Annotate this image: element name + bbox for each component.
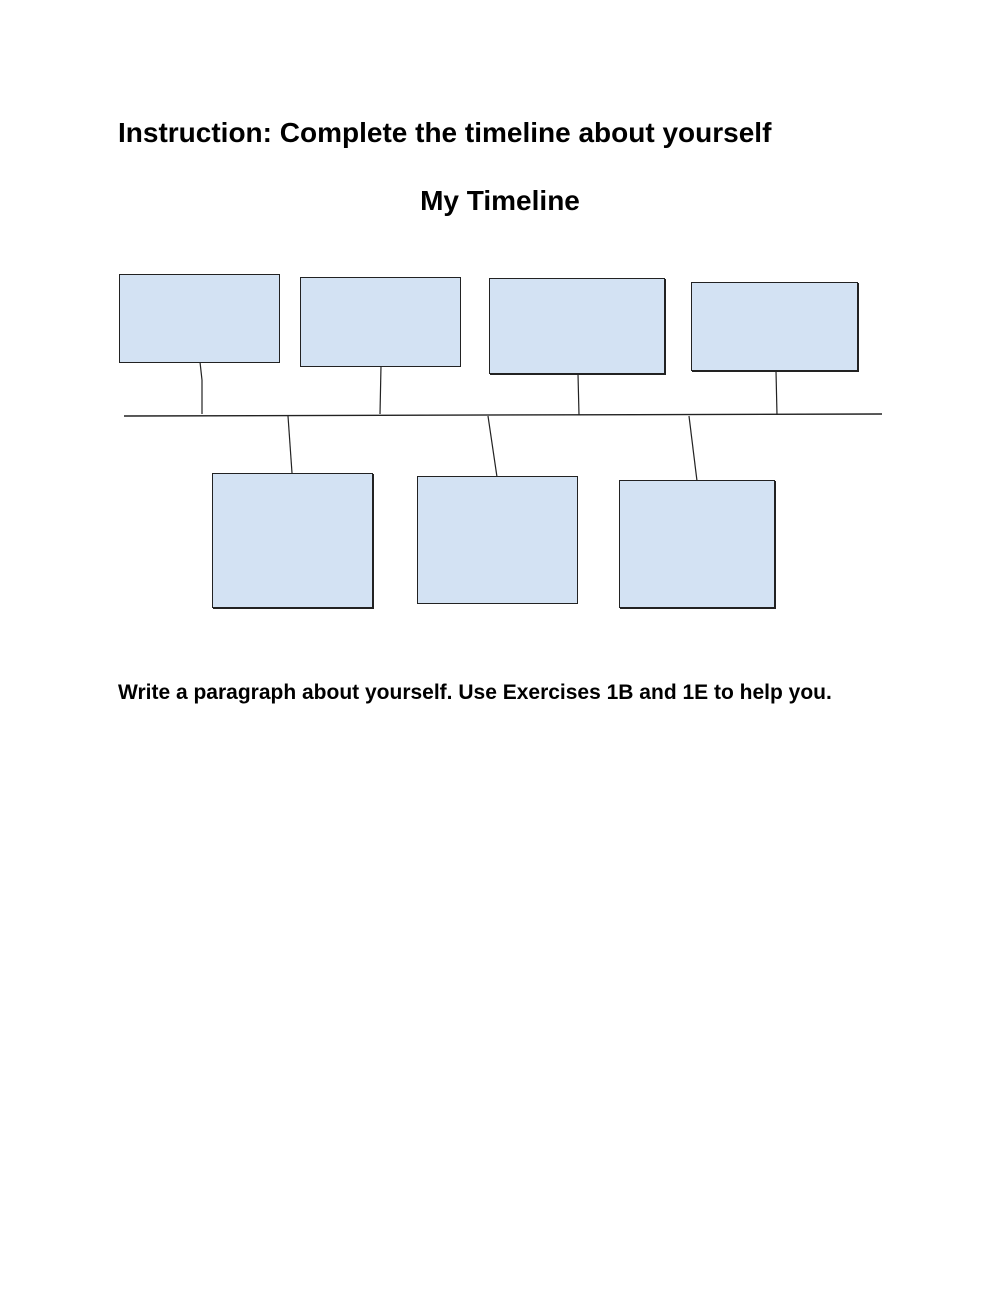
timeline-box-bottom-2[interactable] [417,476,578,604]
connector-bottom-3 [689,416,697,481]
connector-top-1 [200,362,202,414]
timeline-box-bottom-3[interactable] [619,480,775,608]
connector-bottom-1 [288,416,292,473]
timeline-box-top-2[interactable] [300,277,461,367]
timeline-axis [124,414,882,416]
timeline-box-bottom-1[interactable] [212,473,373,608]
timeline-box-top-3[interactable] [489,278,665,374]
timeline-title: My Timeline [420,185,580,216]
connector-top-4 [776,371,777,415]
instruction-heading: Instruction: Complete the timeline about yourself [118,117,772,148]
paragraph-prompt: Write a paragraph about yourself. Use Exercises 1B and 1E to help you. [118,681,832,704]
timeline-box-top-1[interactable] [119,274,280,363]
timeline-box-top-4[interactable] [691,282,858,371]
connector-bottom-2 [488,416,497,477]
connector-top-2 [380,366,381,414]
connector-top-3 [578,374,579,415]
